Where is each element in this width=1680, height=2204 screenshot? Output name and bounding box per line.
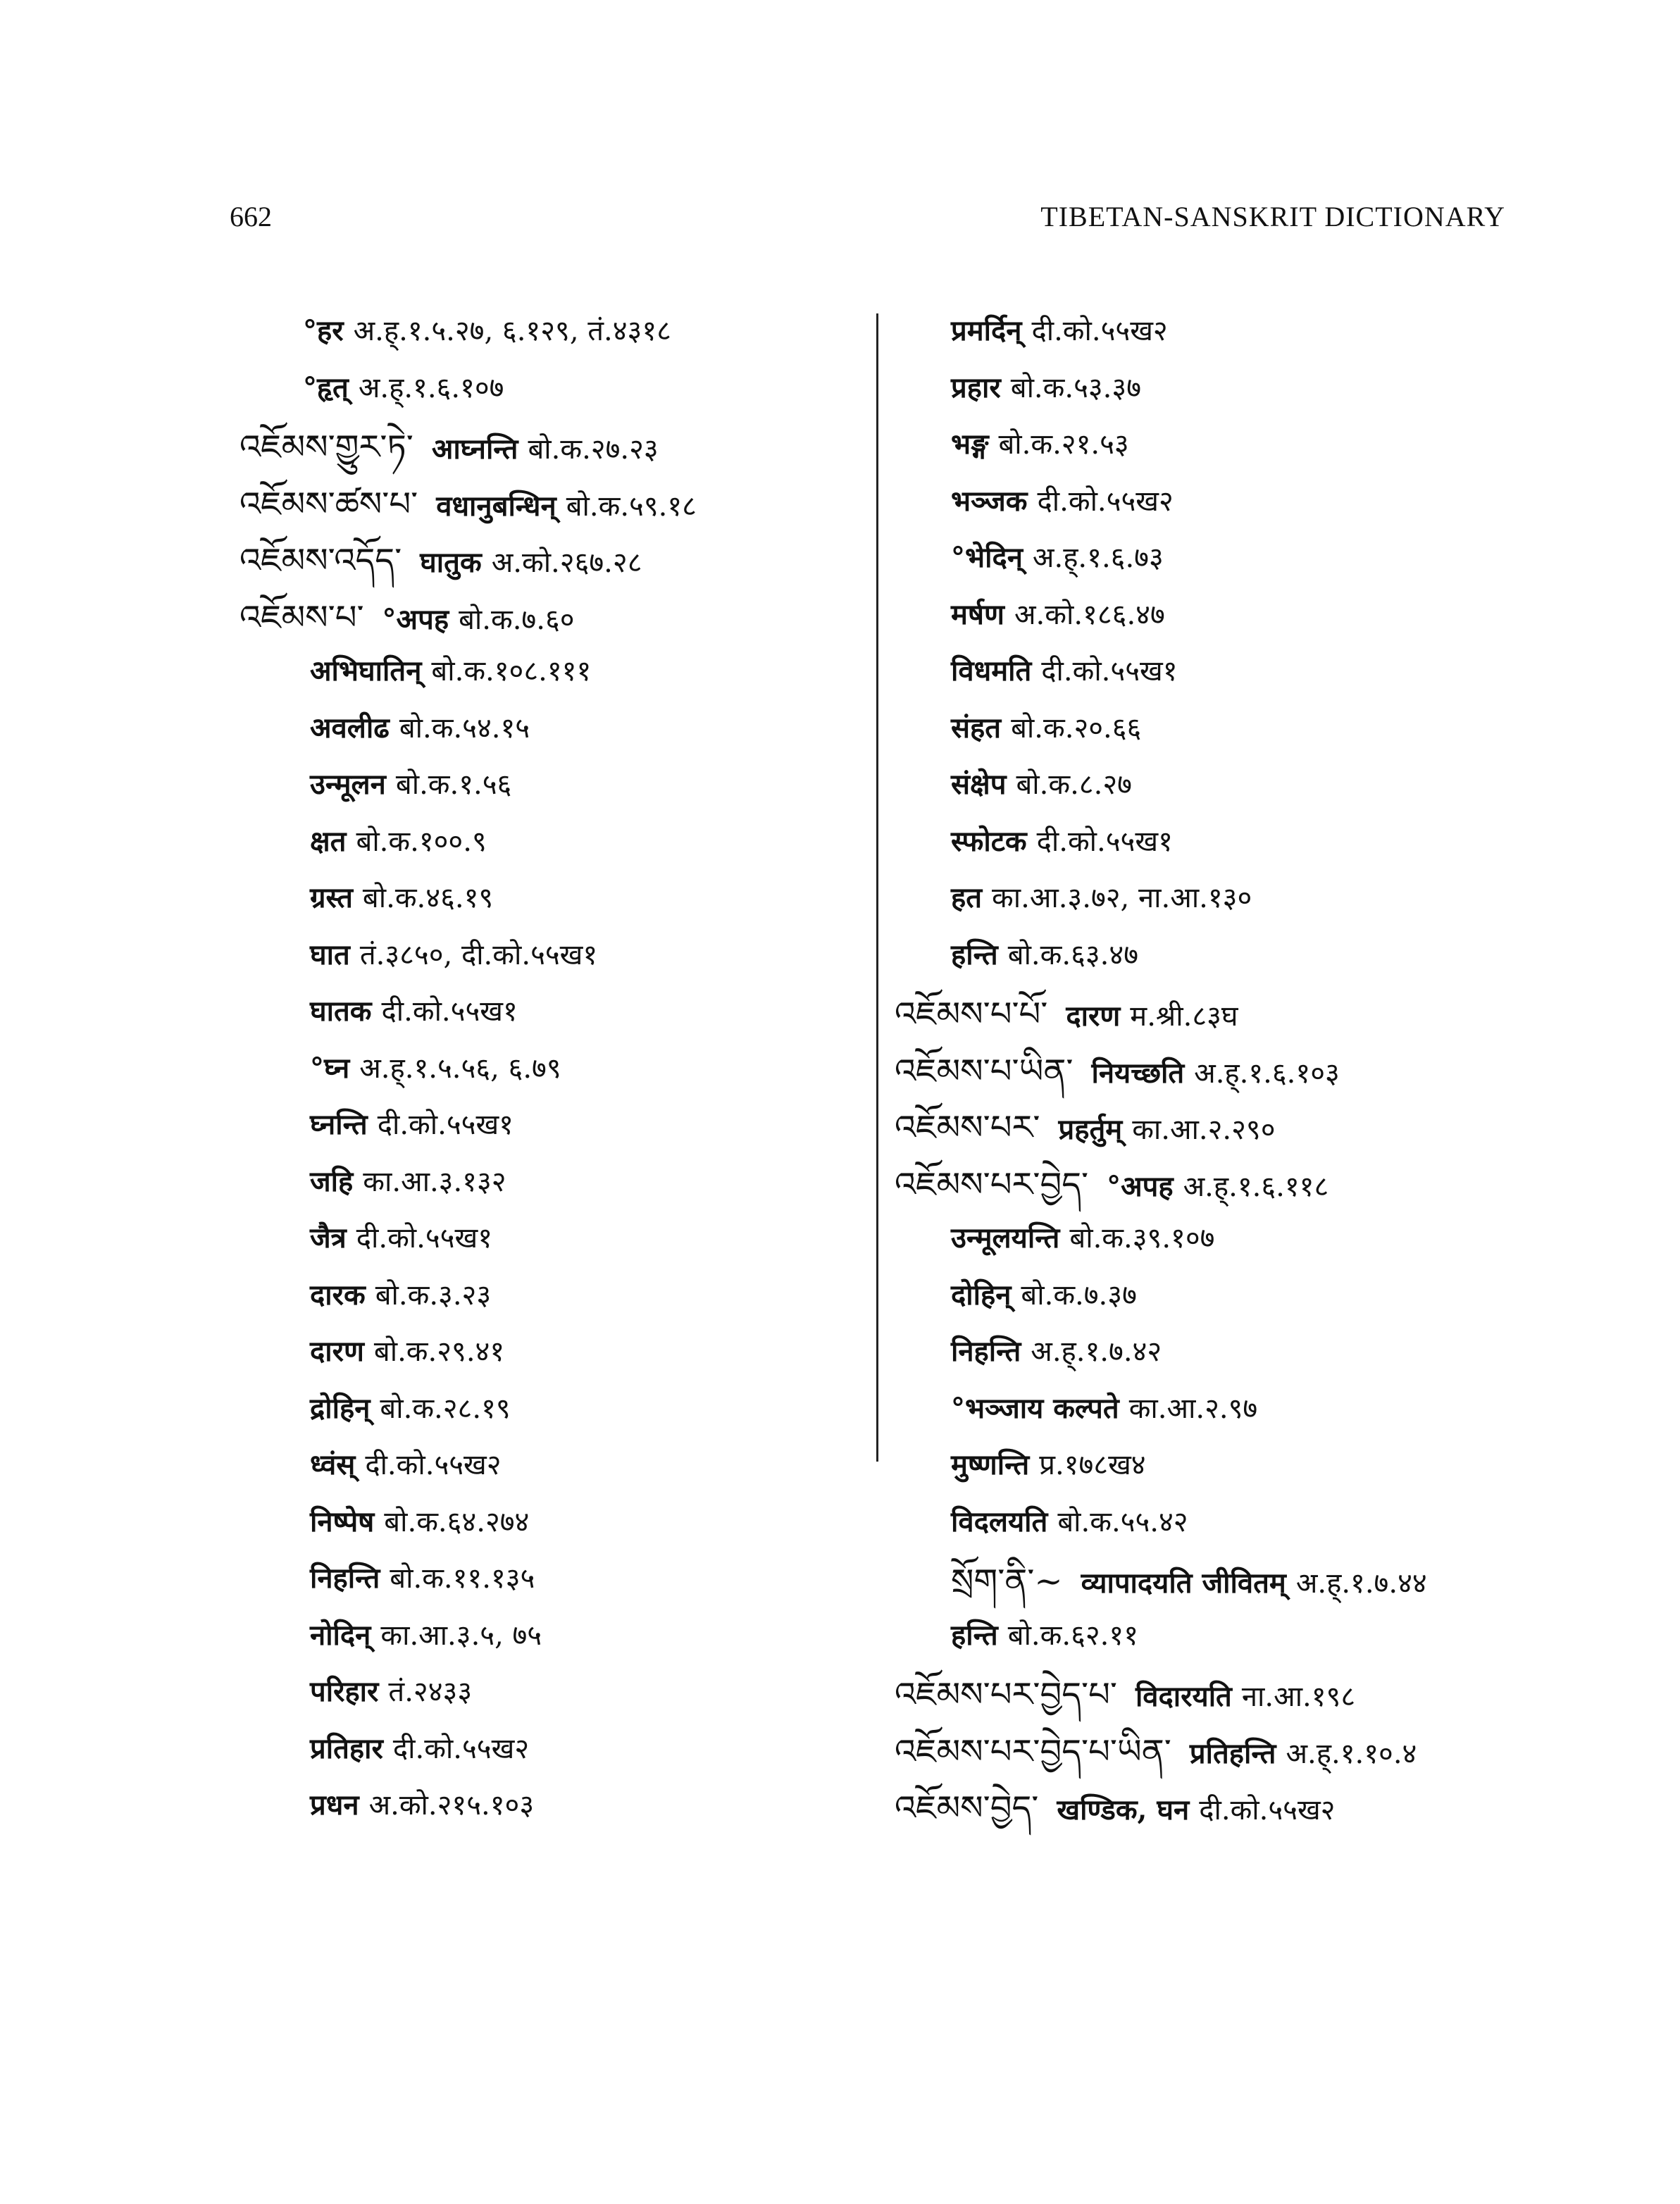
running-title: TIBETAN-SANSKRIT DICTIONARY bbox=[1040, 201, 1505, 232]
sanskrit-equivalent: °भञ्जाय कल्पते bbox=[951, 1391, 1119, 1425]
source-reference: बो.क.६४.२७४ bbox=[384, 1505, 530, 1538]
source-reference: अ.को.१८६.४७ bbox=[1014, 598, 1165, 631]
source-reference: दी.को.५५ख२ bbox=[392, 1732, 530, 1765]
dictionary-headword-entry bbox=[239, 486, 859, 543]
sanskrit-equivalent: घातक bbox=[310, 995, 372, 1028]
sanskrit-equivalent: मुष्णन्ति bbox=[951, 1448, 1030, 1481]
sanskrit-equivalent: भञ्जक bbox=[951, 484, 1028, 518]
sanskrit-equivalent: ध्वंस् bbox=[310, 1448, 356, 1481]
source-reference: बो.क.३९.१०७ bbox=[1069, 1222, 1215, 1254]
dictionary-sub-entry bbox=[895, 826, 1529, 883]
tibetan-term: འཇོམས་གྱུར་ཏེ་ bbox=[239, 428, 413, 467]
dictionary-sub-entry bbox=[895, 1563, 1529, 1620]
sanskrit-equivalent: आघ्नन्ति bbox=[431, 432, 518, 466]
dictionary-sub-entry bbox=[895, 316, 1529, 373]
source-reference: दी.को.५५ख२ bbox=[1199, 1794, 1336, 1826]
tibetan-term: འཇོམས་པར་བྱེད་པ་ bbox=[895, 1675, 1117, 1714]
sanskrit-equivalent: हन्ति bbox=[951, 1618, 998, 1652]
sanskrit-equivalent: प्रतिहार bbox=[310, 1731, 383, 1765]
source-reference: का.आ.२.२९० bbox=[1132, 1114, 1276, 1146]
dictionary-headword-entry bbox=[895, 1166, 1529, 1224]
dictionary-sub-entry bbox=[239, 996, 859, 1053]
source-reference: बो.क.२०.६६ bbox=[1011, 711, 1142, 745]
source-reference: अ.ह्.१.६.११८ bbox=[1183, 1170, 1329, 1203]
source-reference: अ.ह्.१.७.४४ bbox=[1295, 1567, 1427, 1600]
sanskrit-equivalent: परिहार bbox=[310, 1675, 379, 1708]
sanskrit-equivalent: संहत bbox=[951, 711, 1002, 745]
source-reference: अ.ह्.१.७.४२ bbox=[1031, 1336, 1162, 1368]
source-reference: बो.क.२१.५३ bbox=[998, 428, 1129, 461]
source-reference: अ.ह्.१.१०.४ bbox=[1286, 1737, 1417, 1770]
source-reference: बो.क.१.५६ bbox=[395, 768, 512, 801]
sanskrit-equivalent: विदलयति bbox=[951, 1505, 1048, 1538]
source-reference: अ.ह्.१.५.५६, ६.७९ bbox=[359, 1052, 561, 1085]
dictionary-sub-entry bbox=[895, 542, 1529, 599]
dictionary-sub-entry bbox=[895, 1223, 1529, 1280]
sanskrit-equivalent: °अपह bbox=[382, 602, 449, 636]
source-reference: अ.ह्.१.६.१०७ bbox=[358, 371, 504, 404]
sanskrit-equivalent: °भेदिन् bbox=[951, 541, 1023, 574]
sanskrit-equivalent: प्रतिहन्ति bbox=[1189, 1736, 1276, 1770]
column-divider bbox=[876, 313, 878, 1462]
source-reference: अ.ह्.१.५.२७, ६.१२९, तं.४३१८ bbox=[353, 315, 671, 347]
dictionary-sub-entry bbox=[239, 1676, 859, 1733]
dictionary-sub-entry bbox=[239, 316, 859, 373]
sanskrit-equivalent: व्यापादयति जीवितम् bbox=[1081, 1567, 1286, 1600]
tibetan-term: འཇོམས་པར་བྱེད་ bbox=[895, 1164, 1089, 1204]
sanskrit-equivalent: प्रधन bbox=[310, 1788, 359, 1822]
sanskrit-equivalent: विधमति bbox=[951, 654, 1032, 687]
dictionary-headword-entry bbox=[895, 996, 1529, 1053]
source-reference: दी.को.५५ख२ bbox=[1031, 315, 1168, 347]
sanskrit-equivalent: द्रोहिन् bbox=[310, 1391, 371, 1425]
source-reference: बो.क.६२.११ bbox=[1007, 1619, 1138, 1652]
sanskrit-equivalent: दारक bbox=[310, 1278, 366, 1312]
sanskrit-equivalent: दारण bbox=[310, 1335, 364, 1368]
sanskrit-equivalent: निष्पेष bbox=[310, 1505, 375, 1538]
sanskrit-equivalent: घात bbox=[310, 938, 350, 971]
source-reference: बो.क.५९.१८ bbox=[566, 490, 697, 523]
sanskrit-equivalent: नोदिन् bbox=[310, 1618, 371, 1652]
dictionary-headword-entry bbox=[239, 429, 859, 486]
sanskrit-equivalent: °हृत् bbox=[303, 371, 349, 404]
dictionary-sub-entry bbox=[239, 713, 859, 770]
dictionary-sub-entry bbox=[239, 1733, 859, 1791]
dictionary-sub-entry bbox=[895, 940, 1529, 997]
sanskrit-equivalent: उन्मूलयन्ति bbox=[951, 1221, 1060, 1254]
sanskrit-equivalent: विदारयति bbox=[1135, 1680, 1232, 1713]
source-reference: बो.क.६३.४७ bbox=[1007, 938, 1138, 971]
sanskrit-equivalent: जैत्र bbox=[310, 1221, 347, 1254]
source-reference: दी.को.५५ख१ bbox=[356, 1222, 492, 1254]
source-reference: बो.क.५४.१५ bbox=[399, 711, 530, 745]
sanskrit-equivalent: भङ्ग bbox=[951, 428, 989, 461]
source-reference: का.आ.२.९७ bbox=[1128, 1392, 1258, 1425]
sanskrit-equivalent: हत bbox=[951, 881, 983, 914]
sanskrit-equivalent: ग्रस्त bbox=[310, 881, 353, 914]
sanskrit-equivalent: निहन्ति bbox=[951, 1335, 1021, 1368]
source-reference: बो.क.५५.४२ bbox=[1057, 1505, 1188, 1538]
dictionary-sub-entry bbox=[239, 1393, 859, 1450]
dictionary-headword-entry bbox=[895, 1109, 1529, 1166]
sanskrit-equivalent: स्फोटक bbox=[951, 824, 1027, 858]
dictionary-sub-entry bbox=[239, 1109, 859, 1166]
dictionary-sub-entry bbox=[239, 1790, 859, 1847]
source-reference: बो.क.३.२३ bbox=[375, 1278, 492, 1312]
source-reference: का.आ.३.७२, ना.आ.१३० bbox=[992, 882, 1252, 914]
sanskrit-equivalent: उन्मूलन bbox=[310, 768, 386, 801]
dictionary-sub-entry bbox=[239, 1507, 859, 1564]
sanskrit-equivalent: निहन्ति bbox=[310, 1562, 380, 1595]
source-reference: बो.क.१०८.१११ bbox=[431, 655, 592, 687]
source-reference: बो.क.४६.१९ bbox=[362, 882, 494, 914]
sanskrit-equivalent: खण्डिक, घन bbox=[1057, 1793, 1190, 1826]
dictionary-sub-entry bbox=[895, 883, 1529, 940]
tibetan-term: འཇོམས་པ་པོ་ bbox=[895, 995, 1048, 1034]
dictionary-headword-entry bbox=[895, 1676, 1529, 1733]
sanskrit-equivalent: °अपह bbox=[1107, 1169, 1174, 1203]
tibetan-term: འཇོམས་བྱེད་ bbox=[895, 1788, 1039, 1828]
source-reference: बो.क.८.२७ bbox=[1016, 768, 1132, 801]
dictionary-sub-entry bbox=[239, 1620, 859, 1677]
sanskrit-equivalent: मर्षण bbox=[951, 597, 1004, 631]
sanskrit-equivalent: संक्षेप bbox=[951, 768, 1007, 801]
source-reference: दी.को.५५ख१ bbox=[1036, 825, 1173, 858]
page-number: 662 bbox=[230, 201, 272, 232]
source-reference: अ.ह्.१.६.१०३ bbox=[1194, 1057, 1340, 1090]
dictionary-sub-entry bbox=[895, 1450, 1529, 1507]
left-column bbox=[239, 316, 859, 1847]
dictionary-sub-entry bbox=[239, 1166, 859, 1224]
source-reference: बो.क.११.१३५ bbox=[390, 1562, 535, 1595]
dictionary-sub-entry bbox=[895, 656, 1529, 713]
dictionary-sub-entry bbox=[895, 373, 1529, 430]
source-reference: म.श्री.८३घ bbox=[1130, 1000, 1238, 1033]
tibetan-term: འཇོམས་པར་ bbox=[895, 1108, 1040, 1147]
tibetan-term: འཇོམས་འདོད་ bbox=[239, 541, 402, 580]
dictionary-sub-entry bbox=[239, 940, 859, 997]
sanskrit-equivalent: दोहिन् bbox=[951, 1278, 1012, 1312]
sanskrit-equivalent: क्षत bbox=[310, 824, 347, 858]
dictionary-sub-entry bbox=[239, 656, 859, 713]
dictionary-sub-entry bbox=[895, 1336, 1529, 1393]
source-reference: बो.क.२७.२३ bbox=[528, 433, 659, 466]
dictionary-sub-entry bbox=[895, 1393, 1529, 1450]
sanskrit-equivalent: घातुक bbox=[420, 546, 482, 579]
dictionary-headword-entry bbox=[239, 542, 859, 599]
dictionary-sub-entry bbox=[239, 826, 859, 883]
source-reference: प्र.१७८ख४ bbox=[1039, 1449, 1146, 1481]
sanskrit-equivalent: प्रमर्दिन् bbox=[951, 314, 1022, 347]
dictionary-sub-entry bbox=[239, 1563, 859, 1620]
dictionary-sub-entry bbox=[895, 769, 1529, 826]
dictionary-headword-entry bbox=[895, 1053, 1529, 1110]
source-reference: बो.क.७.६० bbox=[459, 603, 575, 636]
dictionary-sub-entry bbox=[895, 599, 1529, 656]
source-reference: ना.आ.१९८ bbox=[1241, 1681, 1356, 1713]
source-reference: का.आ.३.१३२ bbox=[363, 1165, 506, 1198]
dictionary-headword-entry bbox=[239, 599, 859, 656]
source-reference: बो.क.७.३७ bbox=[1021, 1278, 1137, 1312]
dictionary-sub-entry bbox=[239, 883, 859, 940]
dictionary-sub-entry bbox=[239, 769, 859, 826]
sanskrit-equivalent: °हर bbox=[303, 314, 344, 347]
dictionary-sub-entry bbox=[239, 1280, 859, 1337]
tibetan-term: འཇོམས་ཚས་པ་ bbox=[239, 484, 418, 524]
dictionary-sub-entry bbox=[239, 1053, 859, 1110]
source-reference: तं.२४३३ bbox=[388, 1676, 473, 1708]
sanskrit-equivalent: वधानुबन्धिन् bbox=[436, 489, 556, 523]
dictionary-sub-entry bbox=[895, 1620, 1529, 1677]
source-reference: अ.को.२१५.१०३ bbox=[368, 1789, 535, 1822]
sanskrit-equivalent: जहि bbox=[310, 1164, 354, 1198]
tibetan-term: འཇོམས་པ་ཡིན་ bbox=[895, 1051, 1074, 1091]
tibetan-term: སྲོག་ནི་~ bbox=[951, 1562, 1063, 1601]
tibetan-term: འཇོམས་པ་ bbox=[239, 597, 364, 637]
sanskrit-equivalent: नियच्छति bbox=[1091, 1056, 1185, 1090]
sanskrit-equivalent: प्रहार bbox=[951, 371, 1001, 404]
source-reference: बो.क.२९.४१ bbox=[373, 1336, 505, 1368]
dictionary-sub-entry bbox=[895, 429, 1529, 486]
dictionary-sub-entry bbox=[239, 1223, 859, 1280]
source-reference: दी.को.५५ख१ bbox=[1041, 655, 1178, 687]
dictionary-sub-entry bbox=[239, 1336, 859, 1393]
dictionary-sub-entry bbox=[895, 1507, 1529, 1564]
dictionary-sub-entry bbox=[895, 1280, 1529, 1337]
dictionary-sub-entry bbox=[239, 373, 859, 430]
dictionary-sub-entry bbox=[895, 713, 1529, 770]
sanskrit-equivalent: अवलीढ bbox=[310, 711, 390, 745]
source-reference: दी.को.५५ख२ bbox=[1037, 485, 1174, 518]
dictionary-headword-entry bbox=[895, 1733, 1529, 1791]
sanskrit-equivalent: °घ्न bbox=[310, 1051, 350, 1085]
source-reference: बो.क.१००.९ bbox=[356, 825, 487, 858]
dictionary-sub-entry bbox=[895, 486, 1529, 543]
source-reference: दी.को.५५ख२ bbox=[365, 1449, 502, 1481]
sanskrit-equivalent: घ्नन्ति bbox=[310, 1108, 368, 1141]
dictionary-headword-entry bbox=[895, 1790, 1529, 1847]
source-reference: दी.को.५५ख१ bbox=[381, 995, 518, 1028]
dictionary-sub-entry bbox=[239, 1450, 859, 1507]
source-reference: अ.को.२६७.२८ bbox=[491, 547, 642, 579]
sanskrit-equivalent: अभिघातिन् bbox=[310, 654, 422, 687]
tibetan-term: འཇོམས་པར་བྱེད་པ་ཡིན་ bbox=[895, 1731, 1171, 1772]
source-reference: बो.क.५३.३७ bbox=[1010, 371, 1141, 404]
source-reference: अ.ह्.१.६.७३ bbox=[1032, 542, 1164, 574]
source-reference: बो.क.२८.१९ bbox=[380, 1392, 511, 1425]
sanskrit-equivalent: दारण bbox=[1066, 1000, 1121, 1033]
source-reference: दी.को.५५ख१ bbox=[377, 1109, 514, 1141]
sanskrit-equivalent: प्रहर्तुम् bbox=[1058, 1113, 1123, 1146]
source-reference: का.आ.३.५, ७५ bbox=[380, 1619, 542, 1652]
sanskrit-equivalent: हन्ति bbox=[951, 938, 998, 971]
right-column bbox=[895, 316, 1529, 1847]
source-reference: तं.३८५०, दी.को.५५ख१ bbox=[359, 938, 598, 971]
